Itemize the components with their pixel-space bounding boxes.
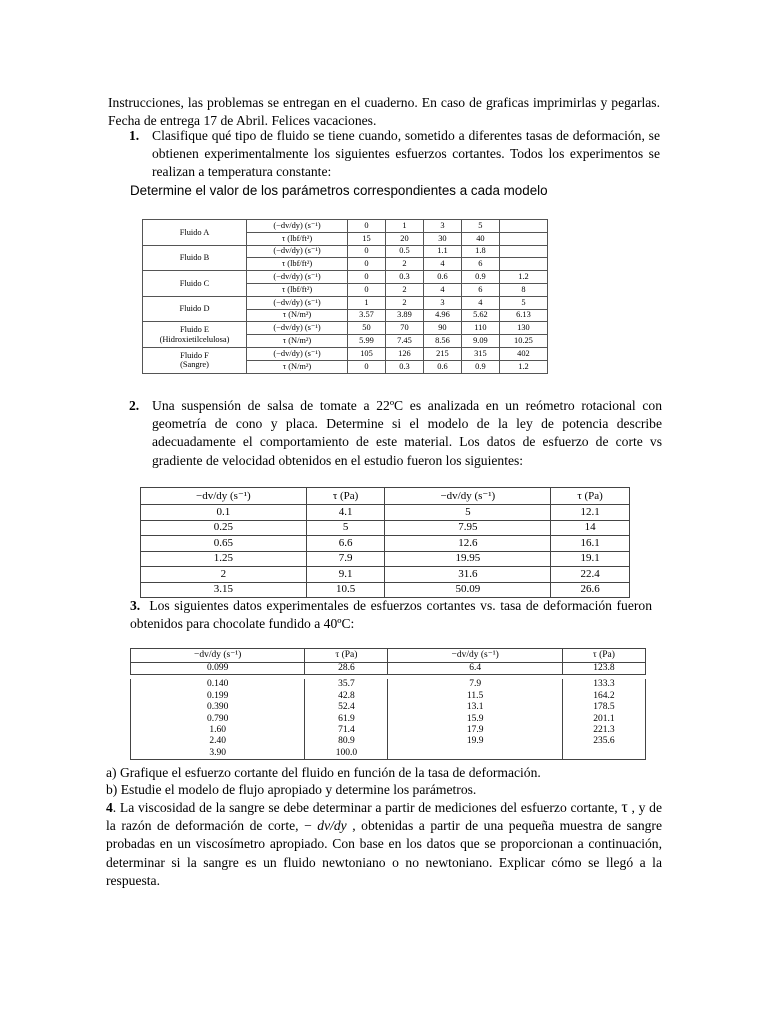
data-cell: 1.2 (499, 360, 547, 373)
table-row (131, 691, 646, 702)
data-cell: 2 (141, 567, 307, 583)
data-cell: 10.25 (499, 335, 547, 348)
data-cell: 0.9 (461, 271, 499, 284)
data-cell: 4 (423, 258, 461, 271)
minus-sign: − (304, 818, 318, 834)
data-cell: 5 (385, 505, 551, 521)
fluid-name-cell: Fluido D (143, 296, 247, 322)
data-cell: 12.6 (385, 536, 551, 552)
data-cell: 12.1 (551, 505, 630, 521)
data-cell: 50 (348, 322, 386, 335)
data-cell: 8 (499, 283, 547, 296)
data-cell: 3 (423, 220, 461, 233)
data-cell: 15.9 (388, 714, 562, 725)
data-cell: 90 (423, 322, 461, 335)
data-cell: 123.8 (562, 663, 645, 675)
variable-label-cell: τ (N/m²) (247, 335, 348, 348)
problem-1-subtitle: Determine el valor de los parámetros correspondientes a cada modelo (130, 183, 548, 198)
data-cell (499, 232, 547, 245)
ketchup-data-table (140, 487, 630, 598)
data-cell (388, 748, 562, 760)
fluid-name-cell: Fluido A (143, 220, 247, 246)
table-row (131, 748, 646, 760)
data-cell: 14 (551, 520, 630, 536)
table-row (141, 536, 630, 552)
data-cell (499, 245, 547, 258)
data-cell: 0 (348, 220, 386, 233)
data-cell: 100.0 (305, 748, 388, 760)
header-row (141, 488, 630, 505)
data-cell: 11.5 (388, 691, 562, 702)
table-row (131, 736, 646, 747)
dvdy-symbol: dv/dy (317, 818, 347, 834)
table-row (131, 725, 646, 736)
data-cell: 40 (461, 232, 499, 245)
data-cell: 0.3 (385, 271, 423, 284)
data-cell: 130 (499, 322, 547, 335)
problem-3-paragraph (130, 597, 652, 633)
data-cell: 5 (499, 296, 547, 309)
data-cell: 19.95 (385, 551, 551, 567)
data-cell: 2 (385, 283, 423, 296)
data-cell: 0.140 (131, 679, 305, 690)
data-cell: 1.60 (131, 725, 305, 736)
variable-label-cell: τ (lbf/ft²) (247, 232, 348, 245)
data-cell: 10.5 (306, 582, 385, 598)
data-cell: 3.57 (348, 309, 386, 322)
tau-symbol: τ (621, 799, 628, 816)
data-cell: 5.99 (348, 335, 386, 348)
data-cell: 1 (385, 220, 423, 233)
data-cell: 0.790 (131, 714, 305, 725)
variable-label-cell: (−dv/dy) (s⁻¹) (247, 271, 348, 284)
data-cell: 0 (348, 360, 386, 373)
problem-2-number: 2. (129, 398, 140, 413)
variable-label-cell: τ (lbf/ft²) (247, 283, 348, 296)
header-row (131, 649, 646, 663)
fluid-name-cell: Fluido F (Sangre) (143, 347, 247, 373)
data-cell: 4.1 (306, 505, 385, 521)
table-row (141, 520, 630, 536)
data-cell: 221.3 (562, 725, 645, 736)
fluid-name-cell: Fluido C (143, 271, 247, 297)
variable-label-cell: τ (N/m²) (247, 360, 348, 373)
data-cell: 133.3 (562, 679, 645, 690)
data-cell: 0.1 (141, 505, 307, 521)
data-cell: 4.96 (423, 309, 461, 322)
data-cell: 5.62 (461, 309, 499, 322)
data-cell: 0.6 (423, 360, 461, 373)
data-cell: 2 (385, 296, 423, 309)
data-cell: 22.4 (551, 567, 630, 583)
data-cell: 4 (423, 283, 461, 296)
data-cell: 0.65 (141, 536, 307, 552)
data-cell: 30 (423, 232, 461, 245)
table-row (141, 582, 630, 598)
data-cell: 28.6 (305, 663, 388, 675)
problem-4-text-1: . La viscosidad de la sangre se debe determinar a partir de mediciones del esfuerzo cortante, (112, 800, 618, 815)
problem-3-number: 3. (130, 598, 141, 613)
variable-label-cell: (−dv/dy) (s⁻¹) (247, 347, 348, 360)
data-cell: 0 (348, 258, 386, 271)
data-cell: 6 (461, 283, 499, 296)
data-cell: 0.25 (141, 520, 307, 536)
problem-4-text-2: , y de la razón de deformación de corte, (106, 800, 662, 834)
data-cell: 215 (423, 347, 461, 360)
data-cell: 7.45 (385, 335, 423, 348)
data-cell: 0.099 (131, 663, 305, 675)
column-header: τ (Pa) (306, 488, 385, 505)
data-cell: 0.5 (385, 245, 423, 258)
data-cell: 1.8 (461, 245, 499, 258)
chocolate-data-table (130, 648, 646, 760)
table-row (131, 702, 646, 713)
data-cell: 110 (461, 322, 499, 335)
problem-2-text: Una suspensión de salsa de tomate a 22ºC es analizada en un reómetro rotacional con geometría de cono y placa. Determine si el modelo de la ley de potencia describe adecuadamente el comportamiento de este material. Los datos de esfuerzo de corte vs gradiente de velocidad obtenidos en el estudio fueron los siguientes: (152, 398, 662, 468)
data-cell: 1.2 (499, 271, 547, 284)
data-cell: 7.95 (385, 520, 551, 536)
data-cell: 5 (306, 520, 385, 536)
data-cell: 0 (348, 271, 386, 284)
table-row (131, 663, 646, 675)
data-cell: 7.9 (306, 551, 385, 567)
column-header: −dv/dy (s⁻¹) (388, 649, 562, 663)
data-cell: 8.56 (423, 335, 461, 348)
variable-label-cell: (−dv/dy) (s⁻¹) (247, 220, 348, 233)
variable-label-cell: τ (lbf/ft²) (247, 258, 348, 271)
data-cell: 126 (385, 347, 423, 360)
data-cell: 16.1 (551, 536, 630, 552)
instructions-paragraph: Instrucciones, las problemas se entregan en el cuaderno. En caso de graficas imprimirlas y pegarlas. Fecha de entrega 17 de Abril. Felices vacaciones. (108, 95, 660, 129)
problem-3-part-a: a) Grafique el esfuerzo cortante del fluido en función de la tasa de deformación. (106, 765, 541, 780)
data-cell: 0.9 (461, 360, 499, 373)
data-cell: 4 (461, 296, 499, 309)
data-cell: 178.5 (562, 702, 645, 713)
column-header: −dv/dy (s⁻¹) (141, 488, 307, 505)
variable-label-cell: (−dv/dy) (s⁻¹) (247, 245, 348, 258)
table-row (141, 567, 630, 583)
data-cell: 0.6 (423, 271, 461, 284)
data-cell: 61.9 (305, 714, 388, 725)
data-cell: 3 (423, 296, 461, 309)
fluid-name-cell: Fluido E (Hidroxietilcelulosa) (143, 322, 247, 348)
data-cell: 9.09 (461, 335, 499, 348)
data-cell: 31.6 (385, 567, 551, 583)
data-cell: 1 (348, 296, 386, 309)
data-cell: 7.9 (388, 679, 562, 690)
data-cell: 201.1 (562, 714, 645, 725)
table-row (143, 347, 548, 360)
data-cell: 164.2 (562, 691, 645, 702)
data-cell: 19.1 (551, 551, 630, 567)
fluid-name-cell: Fluido B (143, 245, 247, 271)
problem-4-paragraph (106, 799, 662, 890)
data-cell: 0 (348, 283, 386, 296)
data-cell: 1.1 (423, 245, 461, 258)
problem-4-number: 4 (106, 800, 113, 815)
data-cell: 1.25 (141, 551, 307, 567)
data-cell (499, 258, 547, 271)
data-cell: 9.1 (306, 567, 385, 583)
data-cell: 3.89 (385, 309, 423, 322)
data-cell: 3.90 (131, 748, 305, 760)
column-header: −dv/dy (s⁻¹) (131, 649, 305, 663)
data-cell: 13.1 (388, 702, 562, 713)
data-cell: 35.7 (305, 679, 388, 690)
problem-3-part-b: b) Estudie el modelo de flujo apropiado y determine los parámetros. (106, 782, 477, 797)
variable-label-cell: (−dv/dy) (s⁻¹) (247, 296, 348, 309)
data-cell: 6 (461, 258, 499, 271)
data-cell: 2 (385, 258, 423, 271)
data-cell: 6.6 (306, 536, 385, 552)
variable-label-cell: (−dv/dy) (s⁻¹) (247, 322, 348, 335)
column-header: τ (Pa) (305, 649, 388, 663)
problem-3-text: Los siguientes datos experimentales de esfuerzos cortantes vs. tasa de deformación fueron obtenidos para chocolate fundido a 40ºC: (130, 598, 652, 632)
data-cell: 5 (461, 220, 499, 233)
data-cell: 71.4 (305, 725, 388, 736)
data-cell: 0.199 (131, 691, 305, 702)
data-cell (499, 220, 547, 233)
data-cell: 19.9 (388, 736, 562, 747)
data-cell: 17.9 (388, 725, 562, 736)
data-cell: 3.15 (141, 582, 307, 598)
column-header: τ (Pa) (562, 649, 645, 663)
data-cell: 235.6 (562, 736, 645, 747)
data-cell: 105 (348, 347, 386, 360)
table-row (143, 220, 548, 233)
table-row (141, 505, 630, 521)
table-row (131, 714, 646, 725)
data-cell: 6.4 (388, 663, 562, 675)
data-cell: 42.8 (305, 691, 388, 702)
data-cell: 2.40 (131, 736, 305, 747)
table-row (141, 551, 630, 567)
data-cell: 315 (461, 347, 499, 360)
variable-label-cell: τ (N/m²) (247, 309, 348, 322)
data-cell: 0 (348, 245, 386, 258)
table-row (143, 296, 548, 309)
data-cell: 70 (385, 322, 423, 335)
data-cell: 6.13 (499, 309, 547, 322)
table-row (143, 271, 548, 284)
column-header: −dv/dy (s⁻¹) (385, 488, 551, 505)
data-cell: 0.3 (385, 360, 423, 373)
data-cell (562, 748, 645, 760)
data-cell: 50.09 (385, 582, 551, 598)
data-cell: 52.4 (305, 702, 388, 713)
table-row (131, 679, 646, 690)
data-cell: 15 (348, 232, 386, 245)
problem-1-number: 1. (129, 128, 140, 143)
fluids-table (142, 219, 548, 374)
problem-1-text: Clasifique qué tipo de fluido se tiene cuando, sometido a diferentes tasas de deformación, se obtienen experimentalmente los siguientes esfuerzos cortantes. Todos los experimentos se realizan a temperatura constante: (152, 128, 660, 180)
table-row (143, 245, 548, 258)
column-header: τ (Pa) (551, 488, 630, 505)
data-cell: 0.390 (131, 702, 305, 713)
data-cell: 80.9 (305, 736, 388, 747)
data-cell: 20 (385, 232, 423, 245)
data-cell: 402 (499, 347, 547, 360)
problem-4-text-3: , obtenidas a partir de una pequeña muestra de sangre probadas en un viscosímetro apropiado. Con base en los datos que se proporcionan a continuación, determinar si la sangre es un fluido newtoniano o no newtoniano. Explicar cómo se llegó a la respuesta. (106, 818, 662, 888)
data-cell: 26.6 (551, 582, 630, 598)
table-row (143, 322, 548, 335)
